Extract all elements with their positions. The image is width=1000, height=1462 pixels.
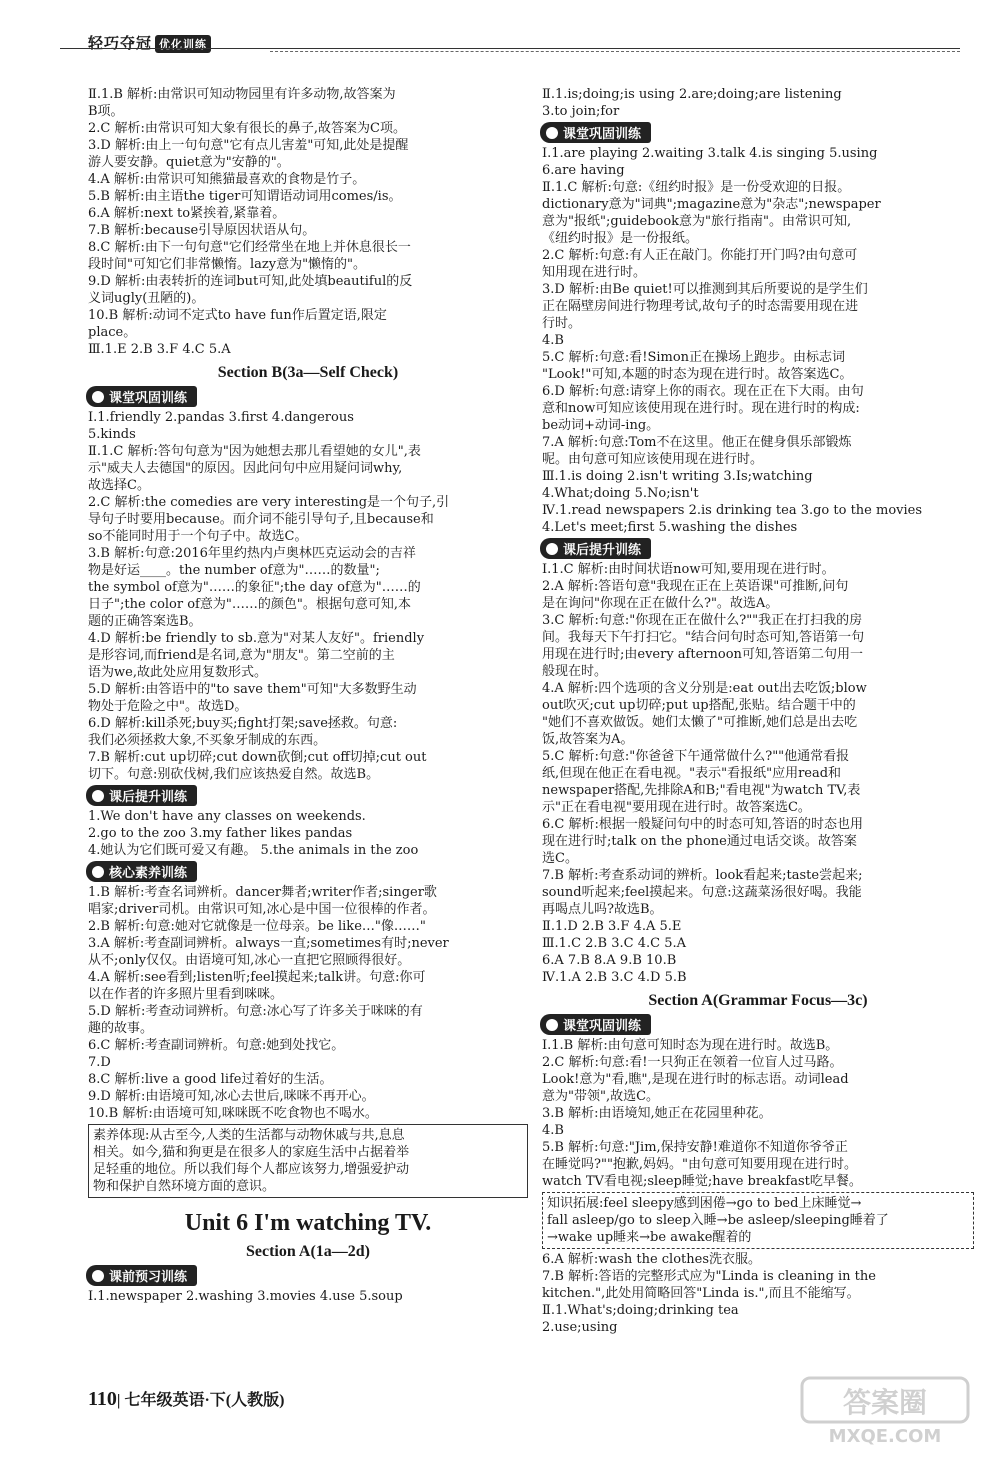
banner-label: 课堂巩固训练 — [563, 1019, 642, 1034]
answer-line: Ⅰ.1.friendly 2.pandas 3.first 4.dangerous — [88, 410, 354, 425]
crown-icon — [546, 1019, 558, 1031]
answer-line: 6.are having — [542, 163, 625, 178]
answer-line: 8.C 解析:live a good life过着好的生活。 — [88, 1072, 333, 1087]
banner-label: 课堂巩固训练 — [563, 127, 642, 142]
answer-line: Ⅱ.1.D 2.B 3.F 4.A 5.E — [542, 919, 682, 934]
book-title: 七年级英语·下(人教版) — [124, 1392, 285, 1409]
answer-line: 切下。句意:别砍伐树,我们应该热爱自然。故选B。 — [88, 767, 380, 782]
exercise-banner — [86, 1265, 197, 1286]
crown-icon — [546, 127, 558, 139]
answer-line: 行时。 — [542, 316, 582, 331]
answer-line: "她们不喜欢做饭。她们太懒了"可推断,她们总是出去吃 — [542, 715, 858, 730]
answer-line: 游人要安静。quiet意为"安静的"。 — [88, 155, 290, 170]
exercise-banner-row — [88, 384, 528, 409]
answer-line: Ⅳ.1.read newspapers 2.is drinking tea 3.go to the movies — [542, 503, 923, 518]
answer-line: 用现在进行时;由every afternoon可知,答语第二句用一 — [542, 647, 864, 662]
answer-line: 9.D 解析:由表转折的连词but可知,此处填beautiful的反 — [88, 274, 413, 289]
exercise-banner-row — [542, 536, 974, 561]
answer-line: 4.她认为它们既可爱又有趣。 5.the animals in the zoo — [88, 843, 419, 858]
banner-label: 核心素养训练 — [109, 866, 188, 881]
answer-line: 3.D 解析:由上一句句意"它有点儿害羞"可知,此处是提醒 — [88, 138, 409, 153]
crown-icon — [92, 790, 104, 802]
answer-line: Look!意为"看,瞧",是现在进行时的标志语。动词lead — [542, 1072, 849, 1087]
answer-line: 语为we,故此处应用复数形式。 — [88, 665, 267, 680]
answer-line: Ⅲ.1.E 2.B 3.F 4.C 5.A — [88, 342, 231, 357]
answer-line: so不能同时用于一个句子中。故选C。 — [88, 529, 308, 544]
exercise-banner — [86, 785, 197, 806]
answer-line: 7.B 解析:because引导原因状语从句。 — [88, 223, 316, 238]
answer-line: 2.C 解析:句意:看!一只狗正在领着一位盲人过马路。 — [542, 1055, 843, 1070]
note-line: →wake up睡来→be awake醒着的 — [547, 1230, 752, 1245]
answer-line: 5.B 解析:由主语the tiger可知谓语动词用comes/is。 — [88, 189, 402, 204]
crown-icon — [92, 1270, 104, 1282]
answer-line: 7.B 解析:cut up切碎;cut down砍倒;cut off切掉;cut out — [88, 750, 427, 765]
answer-line: 5.C 解析:句意:"你爸爸下午通常做什么?""他通常看报 — [542, 749, 850, 764]
answer-line: 导句子时要用because。而介词不能引导句子,且because和 — [88, 512, 434, 527]
section-title: Section B(3a—Self Check) — [217, 364, 399, 381]
answer-line: 2.A 解析:答语句意"我现在正在上英语课"可推断,问句 — [542, 579, 849, 594]
answer-line: 意为"带领",故选C。 — [542, 1089, 660, 1104]
exercise-banner — [540, 122, 651, 143]
answer-line: 1.B 解析:考查名词辨析。dancer舞者;writer作者;singer歌 — [88, 885, 437, 900]
logo-text: 轻巧夺冠 — [88, 34, 153, 52]
answer-line: 示"威夫人去德国"的原因。因此问句中应用疑问词why, — [88, 461, 403, 476]
answer-line: 从不;only仅仅。由语境可知,冰心一直把它照顾得很好。 — [88, 953, 411, 968]
exercise-banner — [86, 861, 197, 882]
literacy-note-box — [88, 1124, 528, 1198]
answer-line: Ⅳ.1.A 2.B 3.C 4.D 5.B — [542, 970, 687, 985]
answer-line: Ⅱ.1.C 解析:答句句意为"因为她想去那儿看望她的女儿",表 — [88, 444, 421, 459]
answer-line: 纸,但现在他正在看电视。"表示"看报纸"应用read和 — [542, 766, 842, 781]
answer-line: 2.C 解析:句意:有人正在敲门。你能打开门吗?由句意可 — [542, 248, 858, 263]
answer-line: 5.C 解析:句意:看!Simon正在操场上跑步。由标志词 — [542, 350, 846, 365]
answer-line: 6.C 解析:考查副词辨析。句意:她到处找它。 — [88, 1038, 345, 1053]
answer-line: 5.B 解析:句意:"Jim,保持安静!难道你不知道你爷爷正 — [542, 1140, 848, 1155]
section-title: Section A(Grammar Focus—3c) — [648, 992, 868, 1009]
answer-line: 正在隔壁房间进行物理考试,故句子的时态需要用现在进 — [542, 299, 859, 314]
answer-line: 10.B 解析:由语境可知,咪咪既不吃食物也不喝水。 — [88, 1106, 378, 1121]
answer-line: 选C。 — [542, 851, 578, 866]
answer-line: 7.B 解析:考查系动词的辨析。look看起来;taste尝起来; — [542, 868, 863, 883]
answer-line: 在睡觉吗?""抱歉,妈妈。"由句意可知要用现在进行时。 — [542, 1157, 858, 1172]
answer-line: 是在询问"你现在正在做什么?"。故选A。 — [542, 596, 779, 611]
banner-label: 课后提升训练 — [563, 543, 642, 558]
exercise-banner — [540, 1014, 651, 1035]
answer-line: 4.A 解析:四个选项的含义分别是:eat out出去吃饭;blow — [542, 681, 867, 696]
page-footer — [88, 1387, 284, 1411]
footer-separator: | — [116, 1392, 121, 1409]
banner-label: 课堂巩固训练 — [109, 391, 188, 406]
answer-line: 6.D 解析:句意:请穿上你的雨衣。现在正在下大雨。由句 — [542, 384, 864, 399]
answer-line: the symbol of意为"……的象征";the day of意为"……的 — [88, 580, 421, 595]
note-line: 知识拓展:feel sleepy感到困倦→go to bed上床睡觉→ — [547, 1196, 862, 1211]
answer-line: 6.C 解析:根据一般疑问句中的时态可知,答语的时态也用 — [542, 817, 863, 832]
answer-line: 2.B 解析:句意:她对它就像是一位母亲。be like…"像……" — [88, 919, 426, 934]
exercise-banner-row — [542, 120, 974, 145]
page-number: 110 — [88, 1388, 117, 1410]
note-line: 相关。如今,猫和狗更是在很多人的家庭生活中占据着举 — [93, 1145, 410, 1160]
crown-icon — [92, 391, 104, 403]
answer-line: 7.A 解析:句意:Tom不在这里。他正在健身俱乐部锻炼 — [542, 435, 852, 450]
exercise-banner-row — [542, 1012, 974, 1037]
answer-line: B项。 — [88, 104, 124, 119]
answer-line: 5.D 解析:考查动词辨析。句意:冰心写了许多关于咪咪的有 — [88, 1004, 423, 1019]
answer-line: 6.A 解析:next to紧挨着,紧靠着。 — [88, 206, 286, 221]
answer-line: 知用现在进行时。 — [542, 265, 647, 280]
answer-line: 4.A 解析:由常识可知熊猫最喜欢的食物是竹子。 — [88, 172, 366, 187]
answer-line: 7.D — [88, 1055, 111, 1070]
section-title: Section A(1a—2d) — [246, 1243, 370, 1260]
answer-line: Ⅱ.1.What's;doing;drinking tea — [542, 1303, 739, 1318]
answer-line: 呢。由句意可知应该使用现在进行时。 — [542, 452, 764, 467]
answer-line: Ⅰ.1.C 解析:由时间状语now可知,要用现在进行时。 — [542, 562, 835, 577]
note-line: 素养体现:从古至今,人类的生活都与动物休戚与共,息息 — [93, 1128, 405, 1143]
answer-line: 意为"报纸";guidebook意为"旅行指南"。由常识可知, — [542, 214, 852, 229]
answer-line: 5.kinds — [88, 427, 136, 442]
logo-tag: 优化训练 — [155, 35, 211, 53]
answer-line: kitchen.",此处用简略回答"Linda is.",而且不能缩写。 — [542, 1286, 860, 1301]
answer-line: 义词ugly(丑陋的)。 — [88, 291, 205, 306]
answer-line: 4.Let's meet;first 5.washing the dishes — [542, 520, 798, 535]
banner-label: 课前预习训练 — [109, 1270, 188, 1285]
answer-line: 3.B 解析:由语境知,她正在花园里种花。 — [542, 1106, 772, 1121]
answer-line: newspaper搭配,先排除A和B;"看电视"为watch TV,表 — [542, 783, 861, 798]
answer-line: 6.D 解析:kill杀死;buy买;fight打架;save拯救。句意: — [88, 716, 398, 731]
answer-line: 3.A 解析:考查副词辨析。always一直;sometimes有时;never — [88, 936, 449, 951]
answer-line: 5.D 解析:由答语中的"to save them"可知"大多数野生动 — [88, 682, 417, 697]
watermark-url: MXQE.COM — [828, 1426, 942, 1446]
answer-line: 4.B — [542, 1123, 564, 1138]
answer-line: 6.A 解析:wash the clothes洗衣服。 — [542, 1252, 762, 1267]
exercise-banner — [86, 386, 197, 407]
answer-line: 2.use;using — [542, 1320, 618, 1335]
exercise-banner-row — [88, 1263, 528, 1288]
answer-line: 4.D 解析:be friendly to sb.意为"对某人友好"。friendly — [88, 631, 425, 646]
answer-line: watch TV看电视;sleep睡觉;have breakfast吃早餐。 — [542, 1174, 862, 1189]
crown-icon — [546, 543, 558, 555]
answer-line: 4.B — [542, 333, 564, 348]
banner-label: 课后提升训练 — [109, 790, 188, 805]
knowledge-extension-box — [542, 1192, 974, 1249]
answer-line: out吹灭;cut up切碎;put up搭配,张贴。结合题干中的 — [542, 698, 856, 713]
answer-line: Ⅰ.1.newspaper 2.washing 3.movies 4.use 5.soup — [88, 1289, 403, 1304]
answer-line: 6.A 7.B 8.A 9.B 10.B — [542, 953, 677, 968]
answer-line: place。 — [88, 325, 137, 340]
watermark-logo — [800, 1376, 970, 1446]
answer-line: Ⅲ.1.C 2.B 3.C 4.C 5.A — [542, 936, 686, 951]
answer-line: "Look!"可知,本题的时态为现在进行时。故答案选C。 — [542, 367, 853, 382]
answer-line: 物处于危险之中"。故选D。 — [88, 699, 248, 714]
answer-line: Ⅲ.1.is doing 2.isn't writing 3.Is;watching — [542, 469, 813, 484]
answer-line: 日子";the color of意为"……的颜色"。根据句意可知,本 — [88, 597, 411, 612]
answer-line: 1.We don't have any classes on weekends. — [88, 809, 366, 824]
answer-line: 现在进行时;talk on the phone通过电话交谈。故答案 — [542, 834, 857, 849]
answer-line: 4.A 解析:see看到;listen听;feel摸起来;talk讲。句意:你可 — [88, 970, 426, 985]
answer-line: 2.C 解析:the comedies are very interesting是一个句子,引 — [88, 495, 450, 510]
answer-line: Ⅱ.1.C 解析:句意:《纽约时报》是一份受欢迎的日报。 — [542, 180, 851, 195]
note-line: 物和保护自然环境方面的意识。 — [93, 1179, 276, 1194]
answer-line: Ⅱ.1.B 解析:由常识可知动物园里有许多动物,故答案为 — [88, 87, 396, 102]
answer-line: 3.D 解析:由Be quiet!可以推测到其后所要说的是学生们 — [542, 282, 868, 297]
watermark-brand: 答案圈 — [842, 1386, 928, 1419]
series-logo — [88, 32, 211, 53]
answer-line: 9.D 解析:由语境可知,冰心去世后,咪咪不再开心。 — [88, 1089, 375, 1104]
answer-line: 唱家;driver司机。由常识可知,冰心是中国一位很棒的作者。 — [88, 902, 436, 917]
answer-line: 物是好运____。the number of意为"……的数量"; — [88, 563, 380, 578]
answer-line: 4.What;doing 5.No;isn't — [542, 486, 699, 501]
answer-line: 故选择C。 — [88, 478, 150, 493]
exercise-banner-row — [88, 859, 528, 884]
answer-line: Ⅱ.1.is;doing;is using 2.are;doing;are listening — [542, 87, 842, 102]
right-column — [542, 86, 974, 1336]
header-dotted-rule — [270, 51, 960, 52]
answer-line: 《纽约时报》是一份报纸。 — [542, 231, 699, 246]
answer-line: 饭,故答案为A。 — [542, 732, 634, 747]
answer-line: Ⅰ.1.are playing 2.waiting 3.talk 4.is singing 5.using — [542, 146, 878, 161]
answer-line: sound听起来;feel摸起来。句意:这蔬菜汤很好喝。我能 — [542, 885, 862, 900]
answer-line: dictionary意为"词典";magazine意为"杂志";newspaper — [542, 197, 881, 212]
header-rule — [60, 48, 960, 49]
answer-line: 段时间"可知它们非常懒惰。lazy意为"懒惰的"。 — [88, 257, 367, 272]
crown-icon — [92, 866, 104, 878]
answer-line: 7.B 解析:答语的完整形式应为"Linda is cleaning in the — [542, 1269, 876, 1284]
answer-line: 3.to join;for — [542, 104, 620, 119]
answer-line: 2.C 解析:由常识可知大象有很长的鼻子,故答案为C项。 — [88, 121, 406, 136]
answer-line: Ⅰ.1.B 解析:由句意可知时态为现在进行时。故选B。 — [542, 1038, 839, 1053]
answer-line: 间。我每天下午打扫它。"结合问句时态可知,答语第一句 — [542, 630, 865, 645]
exercise-banner — [540, 538, 651, 559]
answer-line: 3.B 解析:句意:2016年里约热内卢奥林匹克运动会的吉祥 — [88, 546, 416, 561]
note-line: 足轻重的地位。所以我们每个人都应该努力,增强爱护动 — [93, 1162, 410, 1177]
answer-line: 10.B 解析:动词不定式to have fun作后置定语,限定 — [88, 308, 387, 323]
note-line: fall asleep/go to sleep入睡→be asleep/sleeping睡着了 — [547, 1213, 889, 1228]
answer-line: 以在作者的许多照片里看到咪咪。 — [88, 987, 284, 1002]
answer-line: 2.go to the zoo 3.my father likes pandas — [88, 826, 353, 841]
answer-line: 题的正确答案选B。 — [88, 614, 202, 629]
answer-line: 8.C 解析:由下一句句意"它们经常坐在地上并休息很长一 — [88, 240, 411, 255]
left-column — [88, 86, 528, 1305]
answer-line: 3.C 解析:句意:"你现在正在做什么?""我正在打扫我的房 — [542, 613, 863, 628]
answer-line: 般现在时。 — [542, 664, 608, 679]
answer-line: 意和now可知应该使用现在进行时。现在进行时的构成: — [542, 401, 860, 416]
unit-title: Unit 6 I'm watching TV. — [184, 1210, 432, 1236]
answer-line: 我们必须拯救大象,不买象牙制成的东西。 — [88, 733, 327, 748]
answer-line: 示"正在看电视"要用现在进行时。故答案选C。 — [542, 800, 811, 815]
answer-line: be动词+动词-ing。 — [542, 418, 660, 433]
answer-line: 再喝点儿吗?故选B。 — [542, 902, 663, 917]
exercise-banner-row — [88, 783, 528, 808]
answer-line: 是形容词,而friend是名词,意为"朋友"。第二空前的主 — [88, 648, 395, 663]
answer-line: 趣的故事。 — [88, 1021, 154, 1036]
